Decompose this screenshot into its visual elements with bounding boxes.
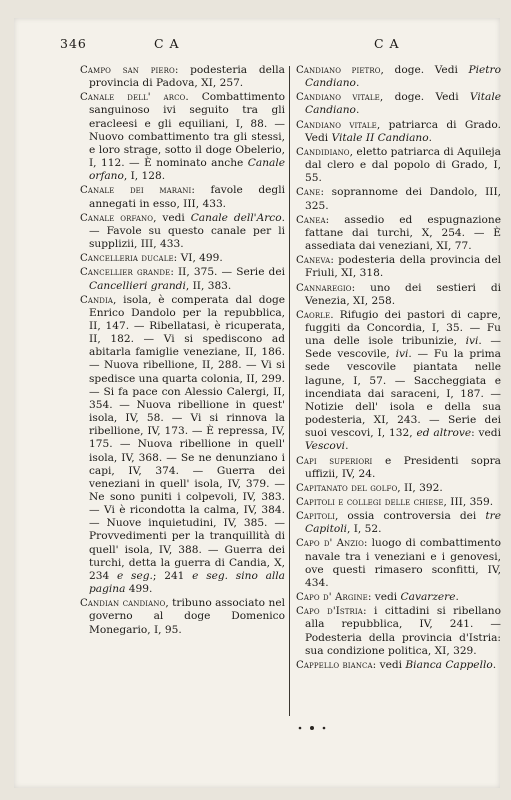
entry-italic-text: Pietro Candiano bbox=[305, 64, 501, 90]
entry-text: : podesteria della provincia di Padova, XI, 257. bbox=[89, 64, 285, 90]
entry-text: : i cittadini si ribellano alla repubblica, IV, 241. — Podesteria della provincia d'Istria: sua condizione politica, XI, 329. bbox=[305, 605, 501, 657]
entry-italic-text: e seg. sino alla pagina bbox=[89, 569, 285, 596]
end-ornament bbox=[292, 723, 332, 733]
entry-headword: Capitoli e collegi delle chiese bbox=[296, 497, 444, 508]
index-entry bbox=[296, 119, 501, 145]
entry-italic-text: e seg. bbox=[116, 569, 153, 582]
entry-headword: Canale dell' arco bbox=[80, 92, 186, 104]
entry-headword: Candiano vitale bbox=[296, 92, 380, 104]
index-entry bbox=[80, 184, 285, 210]
entry-text: , II, 383. bbox=[185, 279, 232, 292]
index-entry bbox=[296, 659, 501, 672]
page-number: 346 bbox=[60, 36, 87, 51]
right-column bbox=[296, 64, 501, 673]
book-page bbox=[14, 18, 500, 788]
entry-headword: Cancellier grande bbox=[80, 267, 171, 279]
entry-italic-text: ivi bbox=[465, 335, 479, 348]
entry-italic-text: Vitale II Candiano bbox=[331, 131, 429, 144]
entry-text: : podesteria della provincia del Friuli, XI, 318. bbox=[305, 254, 501, 280]
entry-headword: Candiano pietro bbox=[296, 65, 381, 76]
entry-headword: Capo d' Argine bbox=[296, 592, 368, 604]
entry-text: , I, 128. bbox=[123, 170, 166, 183]
entry-text: . Rifugio dei pastori di capre, fuggiti da Concordia, I, 35. — Fu una delle isole tribunizie, bbox=[305, 308, 501, 348]
entry-text: , patriarca di Grado. Vedi bbox=[305, 118, 501, 144]
index-entry bbox=[296, 214, 501, 253]
entry-headword: Cappello bianca bbox=[296, 659, 373, 671]
entry-headword: Campo san piero bbox=[80, 65, 175, 76]
entry-italic-text: Cavarzere bbox=[400, 591, 456, 604]
entry-headword: Candidiano bbox=[296, 146, 350, 158]
index-entry bbox=[296, 482, 501, 495]
entry-text: , I, 52. bbox=[347, 523, 382, 536]
entry-text: , doge. Vedi bbox=[380, 64, 469, 76]
entry-text: : II, 375. — Serie dei bbox=[170, 266, 285, 279]
index-entry bbox=[296, 455, 501, 481]
index-entry bbox=[80, 64, 285, 90]
entry-headword: Cancelleria ducale bbox=[80, 253, 174, 265]
entry-text: 499. bbox=[125, 583, 153, 596]
index-entry bbox=[296, 510, 501, 536]
entry-italic-text: Vitale Candiano bbox=[305, 91, 501, 117]
entry-text: : uno dei sestieri di Venezia, XI, 258. bbox=[305, 281, 501, 307]
entry-headword: Canale dei marani bbox=[80, 185, 192, 197]
entry-text: , III, 359. bbox=[443, 496, 494, 508]
index-entry bbox=[296, 186, 501, 212]
index-entry bbox=[296, 591, 501, 604]
page-header bbox=[14, 36, 500, 56]
entry-text: : favole degli annegati in esso, III, 433. bbox=[89, 184, 285, 210]
entry-text: : VI, 499. bbox=[173, 252, 223, 265]
entry-text: , isola, è comperata dal doge Enrico Dandolo per la repubblica, II, 147. — Ribellatasi, è ricuperata, II, 182. — Vi si spediscono ad abitarla famiglie veneziane, II, 186. — Nuova ribellione, II, 288. — Vi si spedisce una quarta colonia, II, 299. — Si fa pace con Alessio Calergi, II, 354. — Nuova ribellione in quest' isola, IV, 58. — Vi si rinnova la ribellione, IV, 173. — È repressa, IV, 175. — Nuova ribellione in quell' isola, IV, 368. — Se ne denunziano i capi, IV, 374. — Guerra dei veneziani in quell' isola, IV, 379. — Ne sono puniti i colpevoli, IV, 383. — Vi è ricondotta la calma, IV, 384. — Nuove inquietudini, IV, 385. — Provvedimenti per la tranquillità di quell' isola, IV, 388. — Guerra dei turchi, detta la guerra di Candia, X, 234 bbox=[89, 293, 285, 582]
column-divider bbox=[289, 66, 290, 716]
entry-italic-text: ivi bbox=[395, 348, 409, 361]
index-entry bbox=[296, 537, 501, 590]
entry-text: : assedio ed espugnazione fattane dai turchi, X, 254. — È assediata dai veneziani, XI, 77. bbox=[305, 213, 501, 253]
entry-text: : vedi bbox=[367, 591, 401, 604]
index-entry bbox=[296, 309, 501, 454]
entry-text: , ossia controversia dei bbox=[334, 510, 486, 523]
entry-text: : vedi bbox=[471, 427, 501, 440]
index-entry bbox=[296, 64, 501, 90]
index-entry bbox=[80, 597, 285, 636]
entry-italic-text: Canale dell'Arco bbox=[190, 211, 282, 224]
entry-text: . bbox=[455, 591, 459, 604]
entry-text: : soprannome dei Dandolo, III, 325. bbox=[305, 186, 501, 212]
entry-headword: Caorle bbox=[296, 309, 331, 321]
entry-text: . Combattimento sanguinoso ivi seguito tra gli eracleesi e gli equiliani, I, 88. — Nuovo combattimento tra gli stessi, e loro strage, sotto il doge Obelerio, I, 112. — È nominato anche bbox=[89, 91, 285, 170]
index-entry bbox=[296, 496, 501, 509]
entry-text: . bbox=[355, 77, 360, 90]
entry-headword: Cane bbox=[296, 187, 321, 199]
entry-italic-text: Canale orfano bbox=[89, 157, 285, 183]
index-entry bbox=[80, 91, 285, 183]
entry-headword: Canale orfano bbox=[80, 212, 154, 224]
entry-text: . — Favole su questo canale per li supplizii, III, 433. bbox=[89, 211, 285, 251]
entry-italic-text: tre Capitoli bbox=[305, 510, 501, 536]
left-column bbox=[80, 64, 285, 638]
entry-headword: Canea bbox=[296, 214, 326, 226]
entry-text: , II, 392. bbox=[397, 481, 443, 494]
index-entry bbox=[80, 252, 285, 265]
entry-headword: Capi superiori bbox=[296, 455, 373, 467]
entry-headword: Candia bbox=[80, 294, 114, 306]
entry-text: e Presidenti sopra uffizii, IV, 24. bbox=[305, 454, 502, 480]
entry-text: ; 241 bbox=[152, 569, 193, 582]
index-entry bbox=[296, 605, 501, 658]
entry-text: , eletto patriarca di Aquileja dal clero e dal popolo di Grado, I, 55. bbox=[305, 145, 501, 185]
entry-headword: Caneva bbox=[296, 255, 331, 267]
entry-italic-text: Vescovi bbox=[305, 440, 346, 453]
entry-headword: Candian candiano bbox=[80, 598, 166, 610]
running-head-left: C A bbox=[154, 36, 180, 51]
entry-italic-text: Bianca Cappello bbox=[405, 658, 493, 671]
entry-text: . bbox=[492, 658, 497, 671]
entry-headword: Cannaregio bbox=[296, 282, 352, 294]
entry-headword: Capo d' Anzio bbox=[296, 538, 364, 550]
index-entry bbox=[80, 294, 285, 597]
entry-text: . bbox=[345, 440, 349, 453]
entry-text: . — Fu la prima sede vescovile piantata nelle lagune, I, 57. — Saccheggiata e incendiata dai saraceni, I, 187. — Notizie dell' isola e della sua podesteria, XI, 243. — Serie dei suoi vescovi, I, 132, bbox=[305, 348, 502, 440]
entry-text: . bbox=[428, 131, 432, 144]
entry-headword: Capitoli bbox=[296, 511, 335, 523]
entry-text: , vedi bbox=[153, 211, 191, 224]
entry-headword: Candiano vitale bbox=[296, 119, 377, 131]
entry-headword: Capo d'Istria bbox=[296, 606, 363, 618]
index-entry bbox=[296, 254, 501, 280]
index-entry bbox=[80, 212, 285, 251]
entry-text: : vedi bbox=[372, 658, 406, 671]
entry-text: , doge. Vedi bbox=[379, 91, 470, 104]
entry-text: . bbox=[355, 104, 360, 117]
entry-italic-text: Cancellieri grandi bbox=[89, 279, 186, 292]
entry-text: . — Sede vescovile, bbox=[305, 335, 501, 361]
entry-italic-text: ed altrove bbox=[416, 427, 472, 440]
entry-text: , tribuno associato nel governo al doge Domenico Monegario, I, 95. bbox=[89, 597, 285, 636]
index-entry bbox=[80, 266, 285, 292]
index-entry bbox=[296, 146, 501, 185]
entry-text: : luogo di combattimento navale tra i veneziani e i genovesi, ove questi rimasero sconfitti, IV, 434. bbox=[305, 537, 502, 589]
index-entry bbox=[296, 91, 501, 117]
running-head-right: C A bbox=[374, 36, 400, 51]
index-entry bbox=[296, 282, 501, 308]
entry-headword: Capitanato del golfo bbox=[296, 482, 398, 494]
